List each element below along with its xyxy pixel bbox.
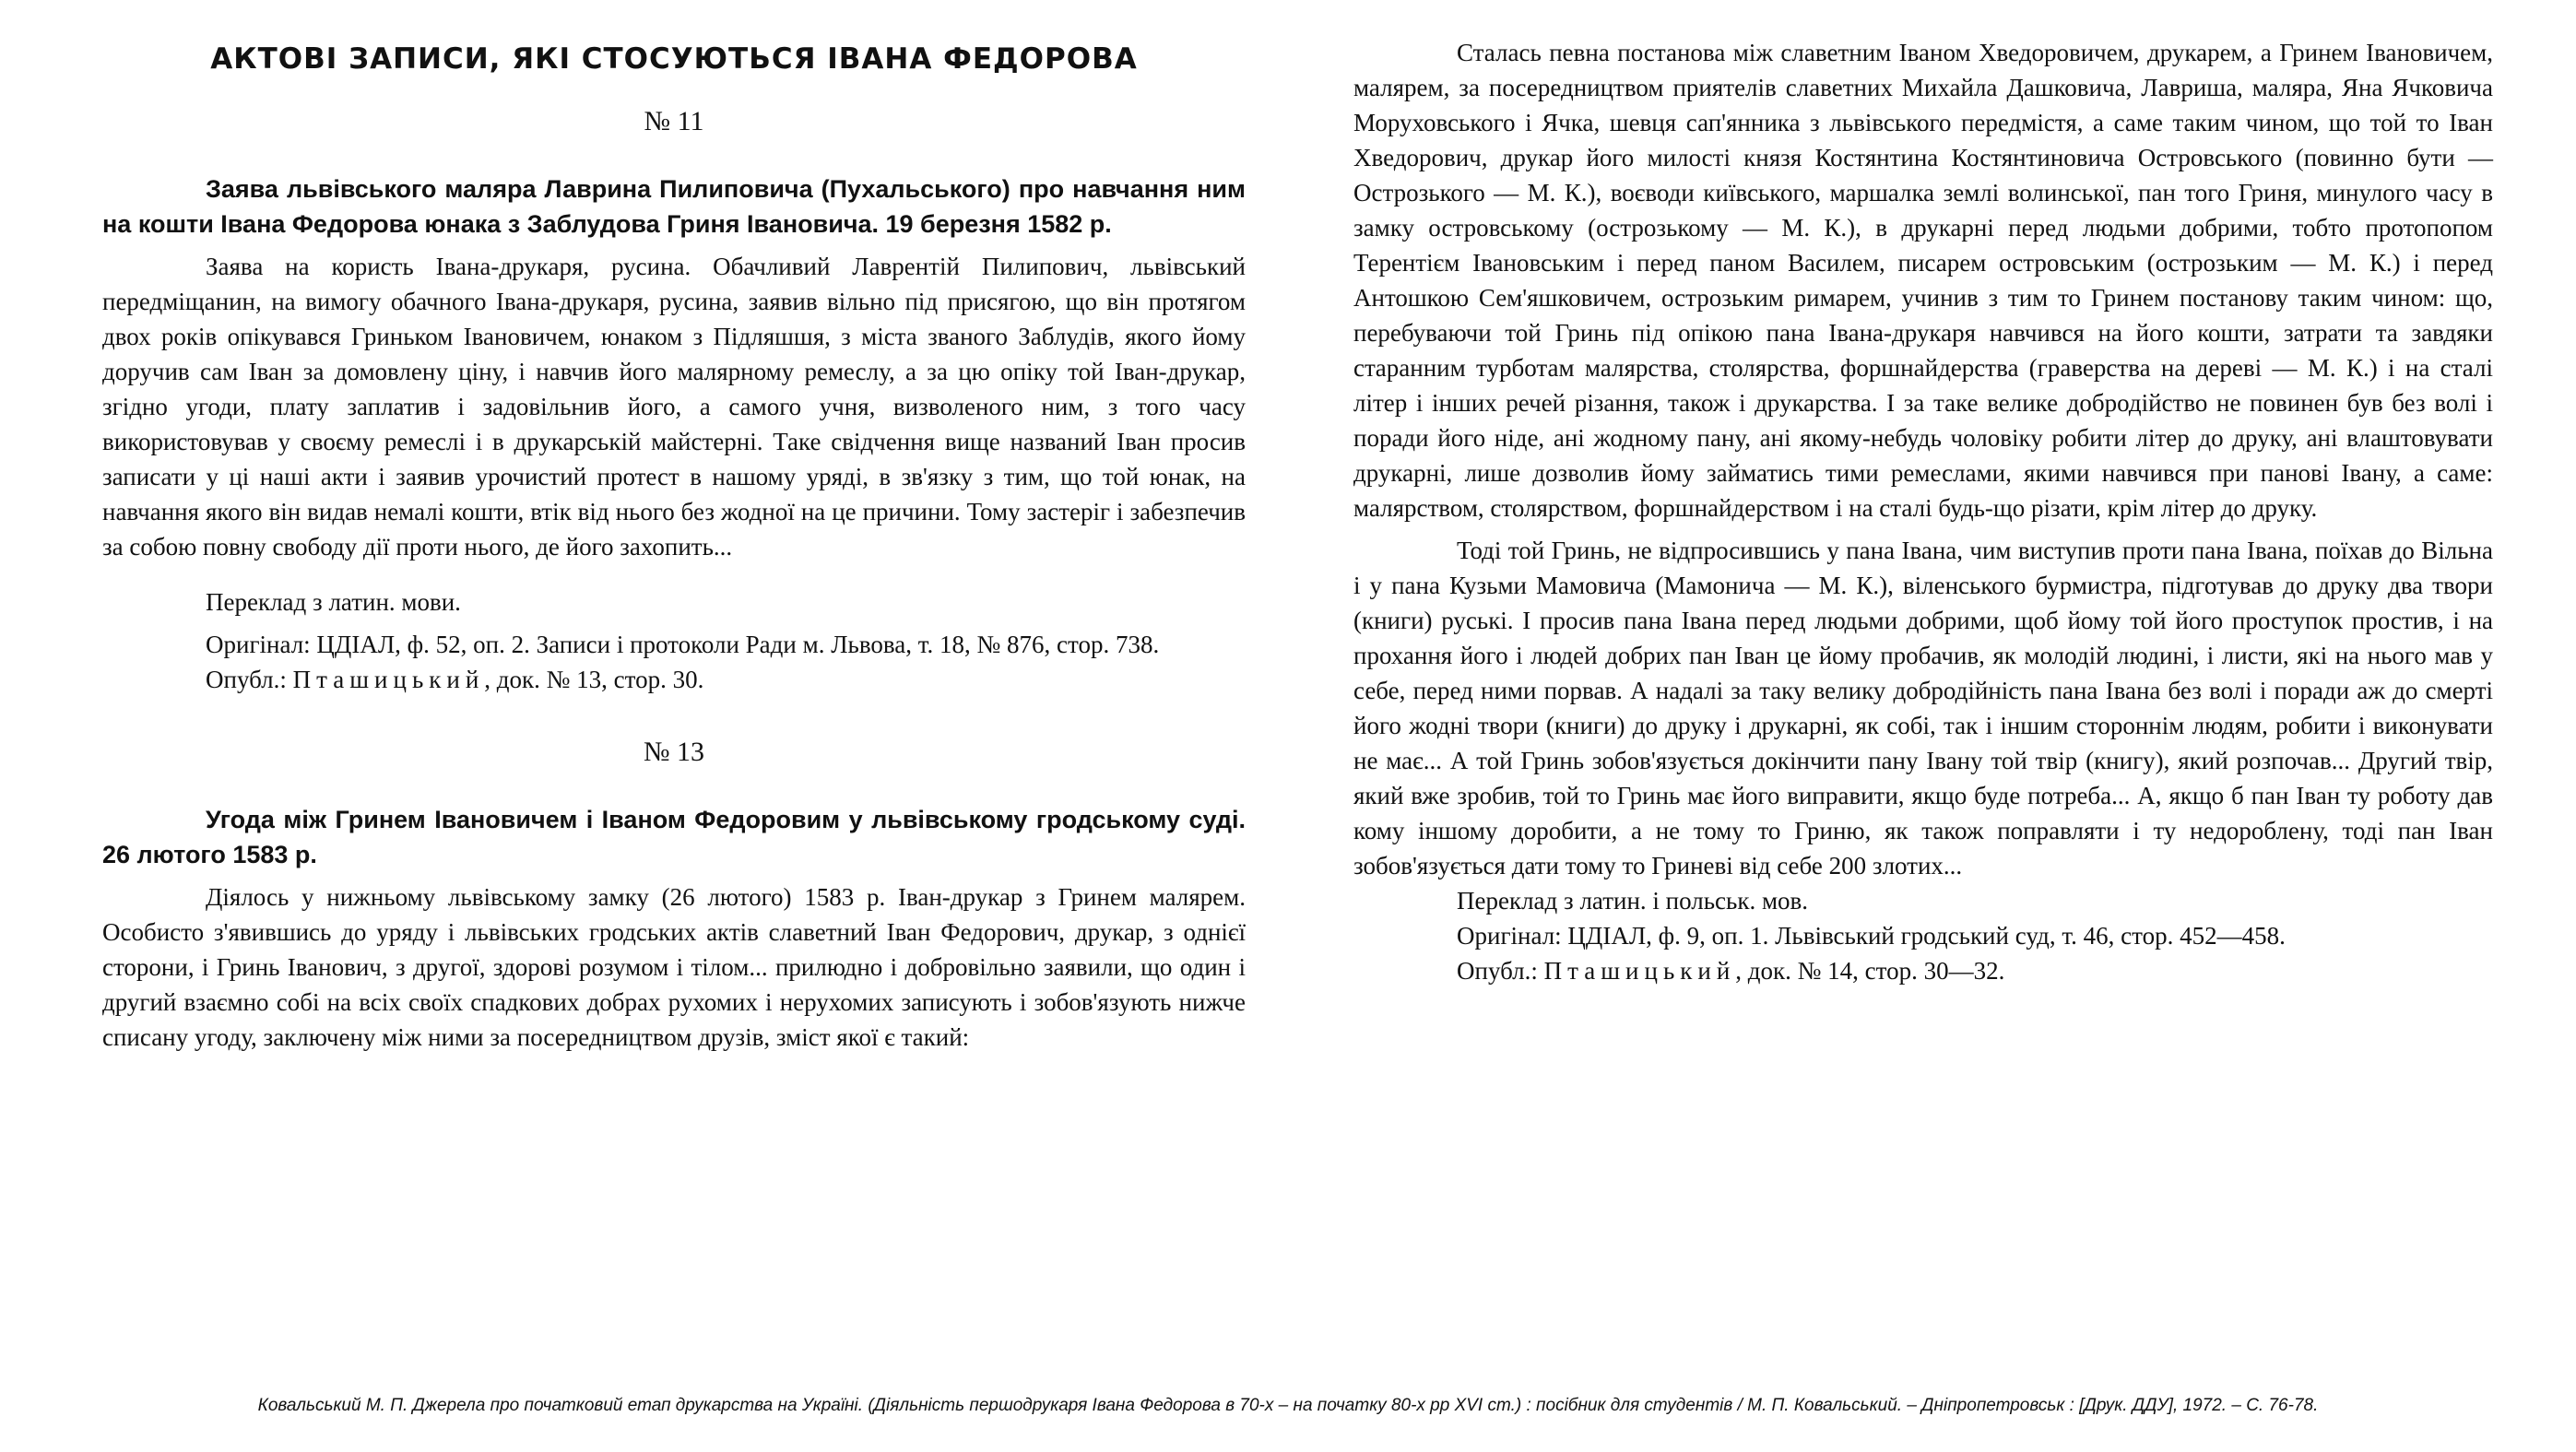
document-heading: Угода між Гринем Івановичем і Іваном Федоровим у львівському гродському суді. 26 лютого 1583 р. (102, 806, 1246, 868)
document-paragraph: Сталась певна постанова між славетним Іваном Хведоровичем, друкарем, а Гринем Івановичем, малярем, за посередництвом приятелів славетних Михайла Дашковича, Лавриша, маляра, Яна Ячковича Моруховського і Ячка, шевця сап'янника з львівського передмістя, а саме таким чином, що той то Іван Хведорович, друкар його милості князя Костянтина Костянтиновича Островського (повинно бути — Острозького — М. К.), воєводи київського, маршалка землі волинської, пан того Гриня, минулого часу в замку островському (острозькому — М. К.), в друкарні перед людьми добрими, тобто протопопом Терентієм Івановським і перед паном Василем, писарем островським (острозьким — М. К.) і перед Антошкою Сем'яшковичем, острозьким римарем, учинив з тим то Гринем постанову таким чином: що, перебуваючи той Гринь під опікою пана Івана-друкаря навчився на його кошти, затрати та завдяки стaранним турботам малярства, столярства, форшнайдерства (граверства на дереві — М. К.) і на сталі літер і інших речей різання, також і друкарства. І за таке велике добродійство не повинен був без волі і поради його ніде, ані жодному пану, ані якому-небудь чоловіку робити літер до друку, ані влаштовувати друкарні, лише дозволив йому займатись тими ремеслами, якими навчився при панові Івану, а саме: малярством, столярством, форшнайдерством і на сталі будь-що різати, крім літер до друку. (1353, 39, 2493, 522)
translation-note: Переклад з латин. мови. (206, 588, 461, 616)
document-paragraph: Заява на користь Івана-друкаря, русина. Обачливий Лаврентій Пилипович, львівський передміщанин, на вимогу обачного Івана-друкаря, русина, заявив вільно під присягою, що він протягом двох років опікувався Гриньком Івановичем, юнаком з Підляшшя, з міста званого Заблудів, якого йому доручив сам Іван за домовлену ціну, і навчив його малярному ремеслу, а за цю опіку той Іван-друкар, згідно угоди, плату заплатив і задовільнив його, а самого учня, визволеного ним, з того часу використовував у своєму ремеслі і в друкарській майстерні. Таке свідчення вище названий Іван просив записати у ці наші акти і заявив урочистий протест в нашому уряді, в зв'язку з тим, що той юнак, на навчання якого він видав немалі кошти, втік від нього без жодної на це причини. Тому застеріг і забезпечив за собою повну свободу дії проти нього, де його захопить... (102, 253, 1246, 561)
publication-note (102, 662, 1246, 697)
original-source-note: Оригінал: ЦДІАЛ, ф. 9, оп. 1. Львівський гродський суд, т. 46, стор. 452—458. (1457, 922, 2286, 950)
document-number: № 11 (644, 106, 704, 136)
publication-note (1353, 953, 2493, 988)
document-number: № 13 (643, 737, 705, 767)
page-title: АКТОВІ ЗАПИСИ, ЯКІ СТОСУЮТЬСЯ ІВАНА ФЕДОРОВА (210, 42, 1138, 76)
document-heading: Заява львівського маляра Лаврина Пилиповича (Пухальського) про навчання ним на кошти Івана Федорова юнака з Заблудова Гриня Івановича. 19 березня 1582 р. (102, 175, 1246, 238)
publication-prefix: Опубл.: (1457, 957, 1544, 985)
publication-suffix: , док. № 13, стор. 30. (484, 666, 704, 693)
publication-prefix: Опубл.: (206, 666, 293, 693)
document-paragraph: Діялось у нижньому львівському замку (26 лютого) 1583 р. Іван-друкар з Гринем малярем. Особисто з'явившись до уряду і львівських гродських актів славетний Іван Федорович, друкар, з однієї сторони, і Гринь Іванович, з другої, здорові розумом і тілом... прилюдно і добровільно заявили, що один і другий взаємно собі на всіх своїх спадкових добрах рухомих і нерухомих записують і зобов'язують нижче списану угоду, заключену між ними за посередництвом друзів, зміст якої є такий: (102, 883, 1246, 1051)
source-citation: Ковальський М. П. Джерела про початковий етап друкарства на Україні. (Діяльність першодрукаря Івана Федорова в 70-х – на початку 80-х рр XVI ст.) : посібник для студентів / М. П. Ковальський. – Дніпропетровськ : [Друк. ДДУ], 1972. – С. 76-78. (257, 1396, 2319, 1415)
left-column (102, 103, 1246, 1055)
original-source-note: Оригінал: ЦДІАЛ, ф. 52, оп. 2. Записи і протоколи Ради м. Львова, т. 18, № 876, стор. 738. (206, 631, 1160, 658)
publication-suffix: , док. № 14, стор. 30—32. (1735, 957, 2005, 985)
publication-author: Пташицький (1543, 957, 1736, 985)
publication-author: Пташицький (292, 666, 485, 693)
document-paragraph: Тоді той Гринь, не відпросившись у пана Івана, чим виступив проти пана Івана, поїхав до Вільна і у пана Кузьми Мамовича (Мамонича — М. К.), віленського бурмистра, підготував до друку два твори (книги) руські. І просив пана Івана перед людьми добрими, щоб йому той його проступок простив, і на прохання його і людей добрих пан Іван це йому пробачив, як молодій людині, і листи, які на нього мав у себе, перед ними порвав. А надалі за таку велику добродійність пана Івана без волі і поради аж до смерті його жодні твори (книги) до друку і друкарні, як собі, так і іншим стороннім людям, робити і виконувати не має... А той Гринь зобов'язується докінчити пану Івану той твір (книгу), який розпочав... Другий твір, який вже зробив, той то Гринь має його виправити, якщо буде потреба... А, якщо б пан Іван ту роботу дав кому іншому доробити, а не тому то Гриню, як також поправляти і ту недороблену, тоді пан Іван зобов'язується дати тому то Гриневі від себе 200 злотих... (1353, 537, 2493, 879)
right-column (1353, 35, 2493, 988)
translation-note: Переклад з латин. і польськ. мов. (1457, 887, 1809, 915)
